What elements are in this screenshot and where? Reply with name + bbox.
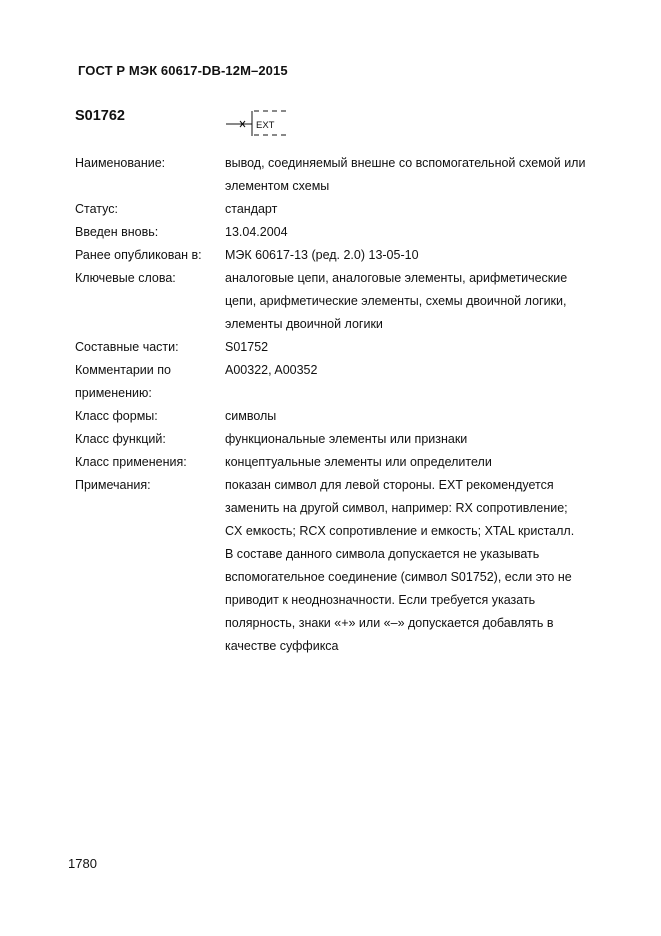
value-notes-line: В составе данного символа допускается не указывать bbox=[225, 547, 540, 561]
value-introduced: 13.04.2004 bbox=[225, 225, 288, 239]
value-notes-line: показан символ для левой стороны. EXT рекомендуется bbox=[225, 478, 554, 492]
row-comments bbox=[75, 359, 635, 405]
value-keywords bbox=[225, 267, 635, 336]
value-keywords-line: аналоговые цепи, аналоговые элементы, арифметические bbox=[225, 271, 568, 285]
label-comments-line: применению: bbox=[75, 386, 152, 400]
label-published: Ранее опубликован в: bbox=[75, 248, 202, 262]
attribute-table bbox=[75, 152, 635, 658]
label-parts: Составные части: bbox=[75, 340, 179, 354]
row-introduced bbox=[75, 221, 635, 244]
label-keywords: Ключевые слова: bbox=[75, 271, 176, 285]
ext-terminal-symbol bbox=[226, 108, 290, 138]
row-status bbox=[75, 198, 635, 221]
label-comments-line: Комментарии по bbox=[75, 363, 171, 377]
row-function-class bbox=[75, 428, 635, 451]
label-notes: Примечания: bbox=[75, 478, 151, 492]
value-notes-line: заменить на другой символ, например: RX сопротивление; bbox=[225, 501, 568, 515]
value-application-class: концептуальные элементы или определители bbox=[225, 455, 492, 469]
value-notes-line: качестве суффикса bbox=[225, 639, 339, 653]
row-keywords bbox=[75, 267, 635, 336]
value-published: МЭК 60617-13 (ред. 2.0) 13-05-10 bbox=[225, 248, 419, 262]
value-function-class: функциональные элементы или признаки bbox=[225, 432, 468, 446]
row-shape-class bbox=[75, 405, 635, 428]
label-function-class: Класс функций: bbox=[75, 432, 166, 446]
label-application-class: Класс применения: bbox=[75, 455, 187, 469]
value-name-line: вывод, соединяемый внешне со вспомогательной схемой или bbox=[225, 156, 586, 170]
value-notes bbox=[225, 474, 635, 658]
row-notes bbox=[75, 474, 635, 658]
page-number: 1780 bbox=[68, 856, 97, 871]
value-keywords-line: цепи, арифметические элементы, схемы двоичной логики, bbox=[225, 294, 567, 308]
value-notes-line: приводит к неоднозначности. Если требуется указать bbox=[225, 593, 536, 607]
value-shape-class: символы bbox=[225, 409, 277, 423]
document-header: ГОСТ Р МЭК 60617-DB-12M–2015 bbox=[78, 63, 288, 78]
value-notes-line: вспомогательное соединение (символ S01752), если это не bbox=[225, 570, 572, 584]
label-status: Статус: bbox=[75, 202, 118, 216]
value-keywords-line: элементы двоичной логики bbox=[225, 317, 383, 331]
value-name bbox=[225, 152, 635, 198]
value-notes-line: CX емкость; RCX сопротивление и емкость; XTAL кристалл. bbox=[225, 524, 575, 538]
symbol-ext-label: EXT bbox=[256, 120, 275, 131]
value-notes-line: полярность, знаки «+» или «–» допускается добавлять в bbox=[225, 616, 554, 630]
value-name-line: элементом схемы bbox=[225, 179, 330, 193]
symbol-graphic bbox=[226, 108, 290, 138]
label-shape-class: Класс формы: bbox=[75, 409, 158, 423]
value-parts: S01752 bbox=[225, 340, 269, 354]
label-comments bbox=[75, 359, 225, 405]
row-parts bbox=[75, 336, 635, 359]
label-name: Наименование: bbox=[75, 156, 166, 170]
value-status: стандарт bbox=[225, 202, 278, 216]
symbol-code: S01762 bbox=[75, 108, 125, 124]
value-comments: A00322, A00352 bbox=[225, 363, 318, 377]
row-published bbox=[75, 244, 635, 267]
row-application-class bbox=[75, 451, 635, 474]
row-name bbox=[75, 152, 635, 198]
label-introduced: Введен вновь: bbox=[75, 225, 159, 239]
